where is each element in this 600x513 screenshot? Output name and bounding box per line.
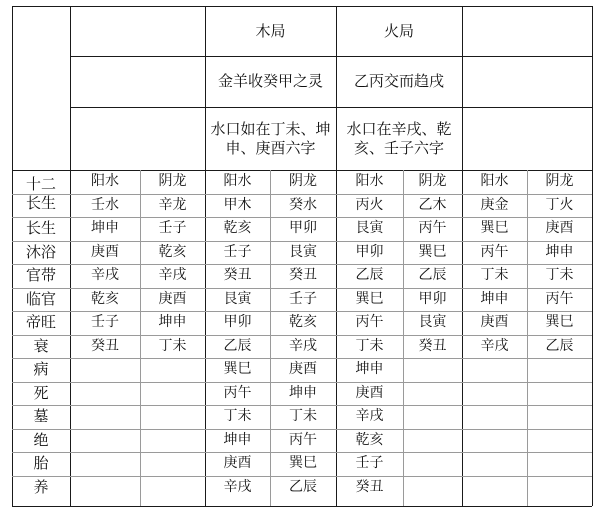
table-cell: 庚酉 (223, 455, 252, 472)
table-cell: 癸丑 (418, 337, 447, 354)
table-cell: 艮寅 (289, 243, 317, 260)
row-label: 帝旺 (25, 313, 56, 332)
table-cell (462, 429, 527, 453)
table-cell: 癸水 (289, 196, 317, 213)
table-cell (70, 358, 140, 382)
table-cell (527, 405, 592, 429)
table-cell: 庚酉 (91, 243, 119, 260)
table-cell: 辛戌 (158, 267, 187, 284)
table-cell: 坤申 (158, 314, 187, 331)
table-cell: 乾亥 (289, 314, 317, 331)
table-cell: 辛戌 (223, 478, 252, 495)
table-cell (70, 476, 140, 500)
header-water-note-line: 申、庚酉六字 (225, 138, 316, 157)
table-cell (140, 429, 205, 453)
grid-line-v (592, 6, 593, 506)
table-cell: 壬水 (91, 196, 119, 213)
table-cell: 丙午 (480, 243, 509, 260)
column-header: 阳水 (355, 173, 384, 190)
table-cell: 巽巳 (545, 314, 574, 331)
header-water-note-line: 亥、壬子六字 (353, 138, 444, 157)
table-cell: 丁未 (158, 337, 187, 354)
table-cell: 庚酉 (480, 314, 509, 331)
table-cell: 癸丑 (223, 267, 252, 284)
header-group-title (462, 6, 592, 56)
table-cell: 巽巳 (418, 243, 447, 260)
table-cell (403, 405, 462, 429)
table-cell: 丁未 (480, 267, 509, 284)
row-label: 衰 (33, 336, 49, 355)
column-header: 阳水 (223, 173, 252, 190)
table-cell (140, 382, 205, 406)
table-cell: 乾亥 (91, 290, 119, 307)
header-water-note (70, 107, 205, 170)
row-label: 养 (33, 477, 49, 496)
table-cell (462, 405, 527, 429)
table-cell: 丙午 (355, 314, 384, 331)
table-cell: 辛戌 (355, 408, 384, 425)
row-label: 绝 (33, 430, 49, 449)
table-cell: 乙辰 (355, 267, 384, 284)
column-header: 阴龙 (158, 173, 187, 190)
column-header: 阴龙 (289, 173, 317, 190)
table-cell: 庚酉 (355, 384, 384, 401)
table-cell (403, 476, 462, 500)
table-cell: 庚金 (480, 196, 509, 213)
table-cell: 巽巳 (355, 290, 384, 307)
table-cell: 乙木 (418, 196, 447, 213)
row-label-twelve-stages (12, 170, 70, 217)
table-cell: 丁未 (223, 408, 252, 425)
table-cell (403, 429, 462, 453)
table-cell: 壬子 (223, 243, 252, 260)
table-cell (527, 476, 592, 500)
table-cell (140, 452, 205, 476)
header-verse (70, 56, 205, 107)
table-cell (70, 429, 140, 453)
table-cell: 乙辰 (418, 267, 447, 284)
row-label: 墓 (33, 407, 49, 426)
table-cell: 庚酉 (545, 220, 574, 237)
header-group-title: 火局 (383, 21, 414, 40)
table-cell (70, 382, 140, 406)
table-cell: 丙午 (418, 220, 447, 237)
table-cell: 巽巳 (223, 361, 252, 378)
table-cell: 乙辰 (545, 337, 574, 354)
table-cell (527, 358, 592, 382)
column-header: 阴龙 (545, 173, 574, 190)
table-cell: 乾亥 (355, 431, 384, 448)
table-cell: 坤申 (355, 361, 384, 378)
table-cell: 乾亥 (158, 243, 187, 260)
table-cell: 坤申 (545, 243, 574, 260)
row-label: 死 (33, 383, 49, 402)
header-water-note (462, 107, 592, 170)
table-cell (403, 358, 462, 382)
header-verse: 乙丙交而趋戌 (353, 72, 444, 90)
table-cell (527, 382, 592, 406)
table-cell: 壬子 (289, 290, 317, 307)
table-cell: 丁未 (355, 337, 384, 354)
table-cell: 庚酉 (158, 290, 187, 307)
table-cell: 乾亥 (223, 220, 252, 237)
table-cell: 丁未 (545, 267, 574, 284)
table-cell: 坤申 (223, 431, 252, 448)
row-label-line: 长生 (25, 193, 56, 212)
table-cell (462, 476, 527, 500)
header-water-note (205, 107, 336, 170)
table-cell (70, 452, 140, 476)
table-cell: 癸丑 (91, 337, 119, 354)
table-cell: 巽巳 (289, 455, 317, 472)
table-cell: 壬子 (91, 314, 119, 331)
table-cell (140, 476, 205, 500)
table-cell: 丙午 (545, 290, 574, 307)
row-label: 官带 (25, 266, 56, 285)
table-cell: 坤申 (91, 220, 119, 237)
row-label-line: 十二 (25, 174, 56, 193)
grid-line-h (12, 506, 592, 507)
table-cell (403, 452, 462, 476)
column-header: 阳水 (91, 173, 119, 190)
header-group-title: 木局 (255, 21, 286, 40)
table-cell: 巽巳 (480, 220, 509, 237)
table-cell: 坤申 (289, 384, 317, 401)
table-cell: 癸丑 (289, 267, 317, 284)
column-header: 阳水 (480, 173, 509, 190)
table-cell (462, 382, 527, 406)
table-cell (70, 405, 140, 429)
table-cell (527, 452, 592, 476)
table-cell: 庚酉 (289, 361, 317, 378)
table-cell (462, 358, 527, 382)
table-cell: 乙辰 (223, 337, 252, 354)
row-label: 病 (33, 360, 49, 379)
table-cell: 甲卯 (418, 290, 447, 307)
table-cell: 辛戌 (480, 337, 509, 354)
table-cell: 壬子 (158, 220, 187, 237)
table-cell: 艮寅 (355, 220, 384, 237)
table-cell: 甲卯 (223, 314, 252, 331)
header-verse (462, 56, 592, 107)
table-cell (140, 358, 205, 382)
table-cell (462, 452, 527, 476)
header-water-note-line: 水口如在丁未、坤 (210, 119, 331, 138)
table-cell: 辛戌 (91, 267, 119, 284)
row-label: 临官 (25, 289, 56, 308)
table-cell: 辛戌 (289, 337, 317, 354)
table-cell: 丁未 (289, 408, 317, 425)
table-cell: 壬子 (355, 455, 384, 472)
table-cell: 丙火 (355, 196, 384, 213)
table-cell (140, 405, 205, 429)
table-cell: 辛龙 (158, 196, 187, 213)
table-cell: 甲木 (223, 196, 252, 213)
row-label: 长生 (25, 219, 56, 238)
table-cell: 丁火 (545, 196, 574, 213)
table-cell (403, 382, 462, 406)
table-cell: 艮寅 (223, 290, 252, 307)
table-cell: 癸丑 (355, 478, 384, 495)
header-verse: 金羊收癸甲之灵 (217, 72, 323, 90)
table-cell: 丙午 (223, 384, 252, 401)
table-cell: 乙辰 (289, 478, 317, 495)
header-water-note (336, 107, 462, 170)
table-cell: 丙午 (289, 431, 317, 448)
column-header: 阴龙 (418, 173, 447, 190)
row-label: 沐浴 (25, 242, 56, 261)
table-cell: 坤申 (480, 290, 509, 307)
row-label: 胎 (33, 454, 49, 473)
table-cell: 艮寅 (418, 314, 447, 331)
table-cell: 甲卯 (289, 220, 317, 237)
header-water-note-line: 水口在辛戌、乾 (346, 119, 452, 138)
table-cell: 甲卯 (355, 243, 384, 260)
header-group-title (70, 6, 205, 56)
table-cell (527, 429, 592, 453)
